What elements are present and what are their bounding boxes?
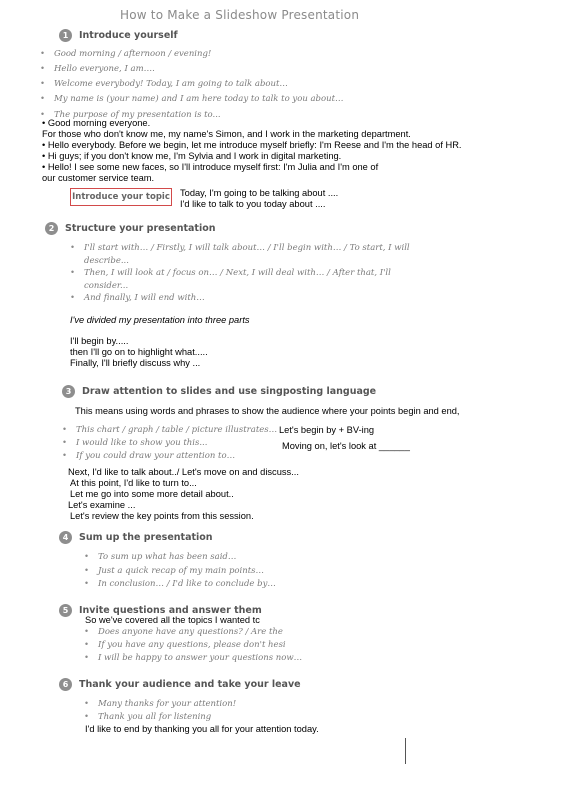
note-line: • Hi guys; if you don't know me, I'm Sylvia and I work in digital marketing. (42, 151, 342, 161)
list-item: • And finally, I will end with… (84, 293, 205, 303)
list-item-continuation: consider... (84, 281, 129, 291)
list-item: • My name is (your name) and I am here today to talk to you about… (54, 94, 344, 104)
note-line: Today, I'm going to be talking about .... (180, 188, 339, 198)
section-title: Introduce yourself (79, 30, 178, 41)
list-item: • Hello everyone, I am…. (54, 64, 155, 74)
note-line: For those who don't know me, my name's Simon, and I work in the marketing department. (42, 129, 411, 139)
introduce-topic-box: Introduce your topic (70, 188, 172, 206)
section-number-badge: 6 (59, 678, 72, 691)
section-number-badge: 3 (62, 385, 75, 398)
section-number-badge: 4 (59, 531, 72, 544)
note-line: Let's examine ... (68, 500, 136, 510)
list-item: • If you could draw your attention to… (76, 451, 235, 461)
list-item: • In conclusion… / I'd like to conclude by… (98, 579, 276, 589)
section-number-badge: 1 (59, 29, 72, 42)
page-title: How to Make a Slideshow Presentation (120, 8, 360, 22)
section-title: Sum up the presentation (79, 532, 213, 543)
note-line: our customer service team. (42, 173, 155, 183)
note-line: Let's begin by + BV-ing (279, 425, 375, 435)
section-title: Draw attention to slides and use singposting language (82, 386, 377, 397)
list-item: • Thank you all for listening (98, 712, 211, 722)
list-item: • If you have any questions, please don't hesi (98, 640, 286, 650)
section-title: Structure your presentation (65, 223, 216, 234)
list-item-continuation: describe... (84, 256, 129, 266)
note-line: I'd like to talk to you today about .... (180, 199, 326, 209)
list-item: • Good morning / afternoon / evening! (54, 49, 211, 59)
note-line: then I'll go on to highlight what..... (70, 347, 208, 357)
note-line: At this point, I'd like to turn to... (70, 478, 197, 488)
list-item: • Then, I will look at / focus on… / Next, I will deal with… / After that, I'll (84, 268, 391, 278)
note-line: Let's review the key points from this session. (70, 511, 254, 521)
list-item: • The purpose of my presentation is to... (54, 110, 221, 120)
note-line: I'd like to end by thanking you all for your attention today. (85, 724, 319, 734)
note-line: Let me go into some more detail about.. (70, 489, 234, 499)
note-line: This means using words and phrases to show the audience where your points begin and end, (75, 406, 460, 416)
list-item: • Just a quick recap of my main points… (98, 566, 264, 576)
note-line: I'll begin by..... (70, 336, 129, 346)
section-6-heading (59, 678, 301, 691)
list-item: • I would like to show you this... (76, 438, 207, 448)
list-item: • I'll start with… / Firstly, I will talk about… / I'll begin with… / To start, I will (84, 243, 410, 253)
text-cursor-line (405, 738, 406, 764)
section-title: Thank your audience and take your leave (79, 679, 301, 690)
list-item: • Welcome everybody! Today, I am going to talk about… (54, 79, 288, 89)
note-line: I've divided my presentation into three parts (70, 315, 250, 325)
section-title: Invite questions and answer them (79, 605, 262, 616)
section-number-badge: 2 (45, 222, 58, 235)
section-3-heading (62, 385, 376, 398)
section-number-badge: 5 (59, 604, 72, 617)
note-line: Finally, I'll briefly discuss why ... (70, 358, 201, 368)
note-line: • Hello! I see some new faces, so I'll introduce myself first: I'm Julia and I'm one of (42, 162, 379, 172)
section-4-heading (59, 531, 213, 544)
note-line: • Good morning everyone. (42, 118, 151, 128)
list-item: • I will be happy to answer your questions now… (98, 653, 302, 663)
list-item: • Does anyone have any questions? / Are the (98, 627, 283, 637)
section-1-heading (59, 29, 178, 42)
list-item: • Many thanks for your attention! (98, 699, 236, 709)
section-2-heading (45, 222, 216, 235)
list-item: • To sum up what has been said… (98, 552, 236, 562)
note-line: • Hello everybody. Before we begin, let me introduce myself briefly: I'm Reese and I'm the head of HR. (42, 140, 462, 150)
note-line: Moving on, let's look at ______ (282, 441, 410, 451)
list-item: • This chart / graph / table / picture illustrates… (76, 425, 277, 435)
note-line: Next, I'd like to talk about../ Let's move on and discuss... (68, 467, 299, 477)
note-line: So we've covered all the topics I wanted tc (85, 615, 260, 625)
